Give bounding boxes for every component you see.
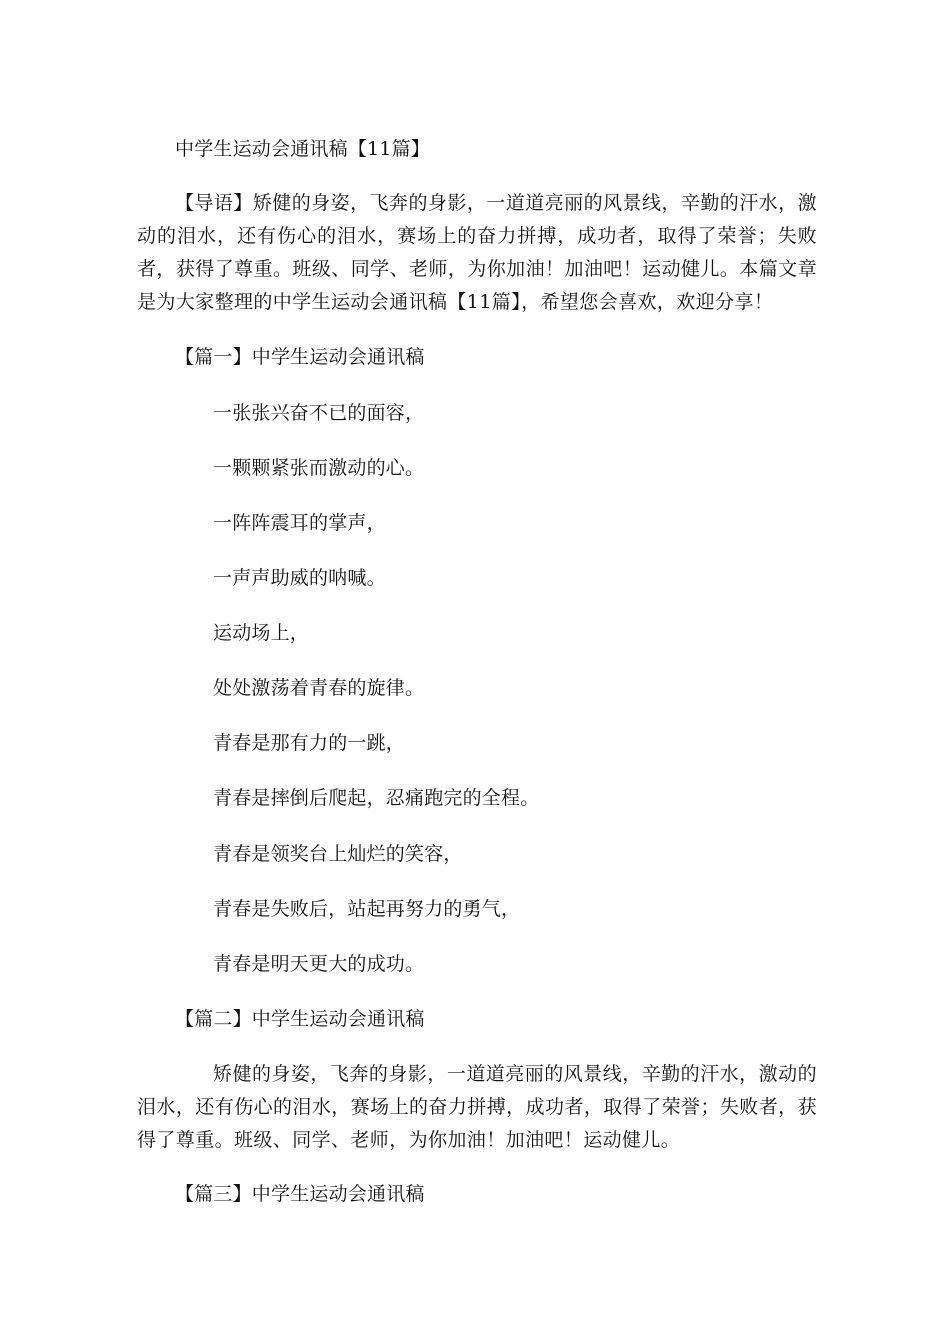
poem-line-6: 处处激荡着青春的旋律。 <box>213 677 425 699</box>
intro-paragraph: 【导语】矫健的身姿，飞奔的身影，一道道亮丽的风景线，辛勤的汗水，激动的泪水，还有伤心的泪水，赛场上的奋力拼搏，成功者，取得了荣誉；失败者，获得了尊重。班级、同学、老师，为你加油！加油吧！运动健儿。本篇文章是为大家整理的中学生运动会通讯稿【11篇】，希望您会喜欢，欢迎分享！ <box>137 192 817 313</box>
poem-line-4: 一声声助威的呐喊。 <box>213 567 386 589</box>
poem-line-2: 一颗颗紧张而激动的心。 <box>213 457 425 479</box>
document-title: 中学生运动会通讯稿【11篇】 <box>175 138 430 160</box>
poem-line-11: 青春是明天更大的成功。 <box>213 953 425 975</box>
poem-line-8: 青春是摔倒后爬起，忍痛跑完的全程。 <box>213 787 540 809</box>
section-heading-3: 【篇三】中学生运动会通讯稿 <box>175 1183 425 1205</box>
section-heading-2: 【篇二】中学生运动会通讯稿 <box>175 1008 425 1030</box>
poem-line-7: 青春是那有力的一跳， <box>213 732 406 754</box>
poem-line-1: 一张张兴奋不已的面容， <box>213 402 425 424</box>
poem-line-9: 青春是领奖台上灿烂的笑容， <box>213 843 463 865</box>
poem-line-5: 运动场上， <box>213 622 310 644</box>
poem-line-10: 青春是失败后，站起再努力的勇气， <box>213 898 521 920</box>
section2-paragraph: 矫健的身姿，飞奔的身影，一道道亮丽的风景线，辛勤的汗水，激动的泪水，还有伤心的泪水，赛场上的奋力拼搏，成功者，取得了荣誉；失败者，获得了尊重。班级、同学、老师，为你加油！加油吧！运动健儿。 <box>137 1063 817 1151</box>
section-heading-1: 【篇一】中学生运动会通讯稿 <box>175 346 425 368</box>
poem-line-3: 一阵阵震耳的掌声， <box>213 512 386 534</box>
